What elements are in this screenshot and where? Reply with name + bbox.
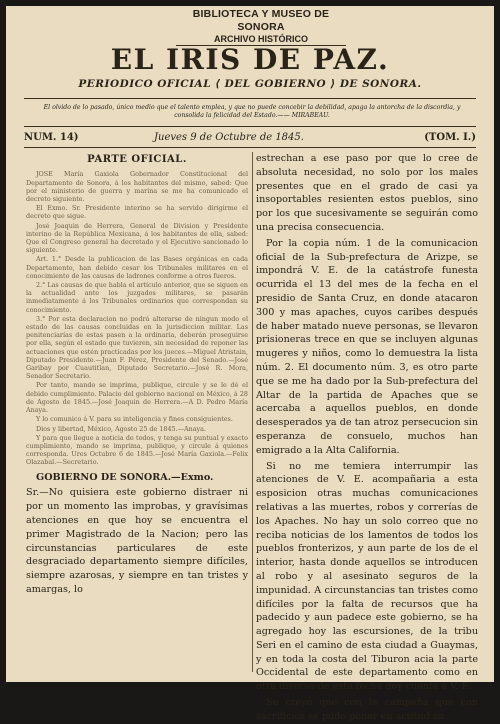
decree-paragraph: José Joaquin de Herrera, General de Division y Presidente interino de la República Mexicana, á los habitantes de ella, sabed: Que el Congreso general ha decretado y el Ejecutivo sancionado lo siguiente. [26,221,248,255]
left-column [26,152,248,677]
archive-stamp [176,8,346,46]
decree-text [26,170,248,466]
rule-bottom [24,147,476,148]
issue-tome: (TOM. I.) [424,132,476,143]
stamp-line-2: ARCHIVO HISTÓRICO [213,34,308,44]
decree-paragraph: 3.° Por esta declaracion no podrá alterarse de ningun modo el estado de las causas concluidas en la jurisdiccion militar. Las penitenciarías de estas pasen a la ordinaria, deberán proseguirse por ella, según el estado que tuvieren, sin necesidad de reponer las actuaciones que estén practicadas por los jueces.—Miguel Atristain, Diputado Presidente.—Juan F. Pérez, Presidente del Senado.—José Garibay por Cuautitlan, Diputado Secretario.—José R. Mora, Senador Secretario. [26,314,248,381]
decree-paragraph: Y para que llegue a noticia de todos, y tenga su puntual y exacto cumplimiento, mando se imprima, publique, y circule á quienes corresponda. Ures Octubre 6 de 1845.—José María Gaxiola.—Felix Olazabal.—Secretario. [26,433,248,467]
decree-paragraph: Y lo comunico á V. para su inteligencia y fines consiguientes. [36,415,233,424]
gobierno-heading: GOBIERNO DE SONORA.—Exmo. [36,471,214,483]
decree-paragraph: JOSE María Gaxiola Gobernador Constitucional del Departamento de Sonora, á los habitantes del mismo, sabed: Que por el ministerio de guerra y marina se me ha comunicado el decreto siguiente. [26,170,248,204]
column-divider [252,152,253,672]
masthead-subtitle: PERIODICO OFICIAL ⟨ DEL GOBIERNO ⟩ DE SONORA. [78,78,422,90]
body-paragraph: Por la copia núm. 1 de la comunicacion oficial de la Sub-prefectura de Arizpe, se impondrá V. E. de la catástrofe funesta ocurrida el 13 del mes de la fecha en el presidio de Santa Cruz, en donde atacaron 300 y mas apaches, cuyos caribes después de haber matado nueve personas, se llevaron prisioneras trece en que se incluyen algunas mugeres y niños, como lo demuestra la lista núm. 2. El documento núm. 3, es otro parte que se me ha dado por la Sub-prefectura del Altar de la partida de Apaches que se acercaba a aquellos pueblos, en donde desesperados ya de tan atroz persecucion sin esperanza de consuelo, muchos han emigrado a la Alta California. [256,237,478,456]
issue-date: Jueves 9 de Octubre de 1845. [154,132,304,143]
gobierno-article [26,471,248,597]
decree-paragraph: Dios y libertad, México, Agosto 25 de 1845.—Anaya. [36,424,207,433]
newspaper-page [6,6,494,722]
decree-paragraph: Art. 1.° Desde la publicacion de las Bases orgánicas en cada Departamento, han debido cesar los Tribunales militares en el conocimiento de las causas de ladrones conforme a otros fueros. [26,255,248,280]
decree-paragraph: El Exmo. Sr. Presidente interino se ha servido dirigirme el decreto que sigue. [26,204,248,221]
issue-number: NUM. 14) [24,132,79,143]
gobierno-text: Sr.—No quisiera este gobierno distraer ni por un momento las improbas, y gravísimas atenciones en que hoy se encuentra el primer Magistrado de la Nacion; pero las circunstancias particulares de este desgraciado departamento siempre difíciles, siempre azarosas, y siempre en tan tristes y amargas, lo [26,487,248,595]
epigraph: El olvido de lo pasado, único medio que el talento emplea, y que no puede concebir la debilidad, apaga la antorcha de la discordia, y consolida la felicidad del Estado.—— MIRABEAU. [43,104,461,119]
body-paragraph: Se creyó que con la campaña que con sacrificios se pudo poner en actitud en [256,697,478,722]
masthead-title: EL IRIS DE PAZ. [110,43,390,76]
decree-paragraph: 2.° Las causas de que habla el artículo anterior, que se siguen en la actualidad ante los juzgados militares, se pasarán inmediatamente á los Tribunales ordinarios que correspondan su conocimiento. [26,281,248,314]
right-column [256,152,478,722]
rule-top [24,98,476,99]
decree-paragraph: Por tanto, mando se imprima, publique, circule y se le dé el debido cumplimiento. Palacio del gobierno nacional en México, á 28 de Agosto de 1845.—José Joaquin de Herrera.—A D. Pedro María Anaya. [26,381,248,415]
body-paragraph: Si no me temiera interrumpir las atenciones de V. E. acompañaria a esta esposicion otras muchas comunicaciones relativas a las muertes, robos y correrías de los Apaches. No hay un solo correo que no reciba noticias de los lamentos de todos los pueblos fronterizos, y aun parte de los de el interior, hasta donde aquellos se introducen al robo y al asesinato seguros de la impunidad. A circunstancias tan tristes como difíciles por la falta de recursos que ha padecido y aun padece este gobierno, se ha agregado hoy las escursiones, de la tribu Seri en el camino de esta ciudad a Guaymas, y en toda la costa del Tiburon acia la parte Occidental de este departamento como en otra diversa de esta fecha doy cuenta a V. E. [256,460,478,693]
rule-mid [24,126,476,127]
body-paragraph: estrechan a ese paso por que lo cree de absoluta necesidad, no solo por los males presentes que en el grado de casi ya insoportables resienten estos pueblos, sino por los que sucesivamente se seguirán como una precisa consecuencia. [256,153,478,233]
issue-line [24,130,476,146]
stamp-line-1: BIBLIOTECA Y MUSEO DE SONORA [192,8,330,33]
section-heading: PARTE OFICIAL. [87,154,187,165]
